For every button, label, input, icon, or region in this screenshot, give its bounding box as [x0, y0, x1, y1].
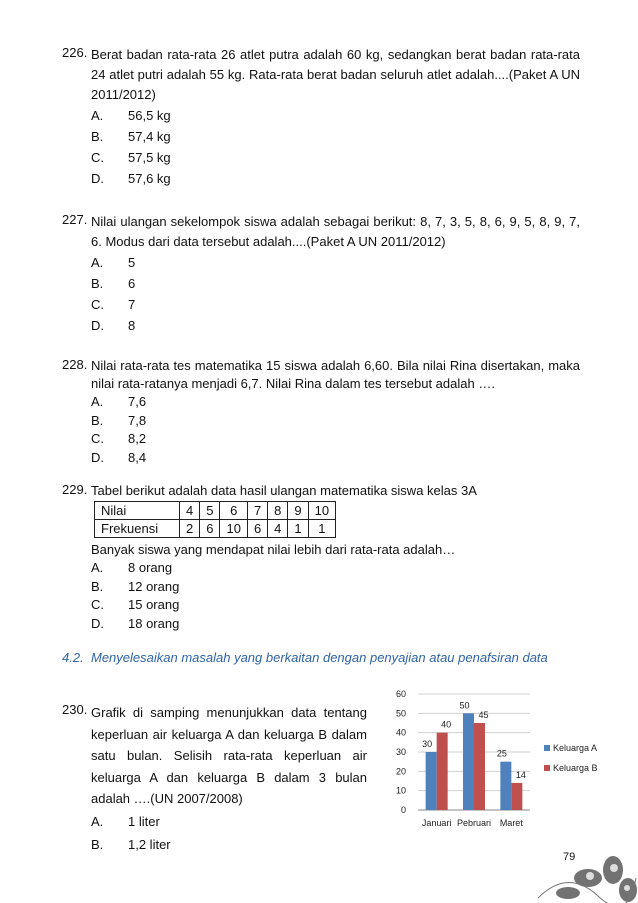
- question-228: [62, 357, 580, 467]
- option-a: [91, 559, 580, 578]
- decorative-corner-image: [528, 848, 638, 903]
- y-tick-label: 10: [395, 785, 406, 796]
- table-row: [95, 502, 336, 520]
- option-text: 8,2: [128, 431, 147, 446]
- page-number: 79: [563, 851, 576, 863]
- question-number: 228.: [62, 357, 88, 372]
- option-text: 15 orang: [128, 597, 180, 612]
- section-number: 4.2.: [62, 650, 84, 665]
- options-list: [91, 559, 580, 633]
- table-cell: 10: [308, 502, 335, 520]
- option-d: [91, 615, 580, 634]
- option-letter: D.: [91, 615, 104, 631]
- table-cell: 9: [288, 502, 308, 520]
- section-title: Menyelesaikan masalah yang berkaitan dengan penyajian atau penafsiran data: [91, 650, 548, 665]
- option-letter: A.: [91, 255, 104, 270]
- water-usage-chart: [388, 686, 623, 836]
- x-tick-label: Pebruari: [456, 818, 492, 828]
- section-heading: [62, 648, 580, 668]
- data-label: 45: [478, 710, 489, 720]
- option-text: 7,8: [128, 412, 147, 428]
- table-cell: 6: [220, 502, 247, 520]
- table-cell: 2: [180, 520, 200, 538]
- table-cell: 6: [200, 520, 220, 538]
- question-number: 227.: [62, 212, 88, 227]
- option-a: [91, 252, 580, 273]
- option-letter: C.: [91, 150, 104, 165]
- y-tick-label: 30: [395, 747, 406, 757]
- option-b: [91, 126, 580, 147]
- question-number: 230.: [62, 702, 88, 717]
- question-text: Tabel berikut adalah data hasil ulangan matematika siswa kelas 3A: [91, 483, 477, 498]
- option-letter: B.: [91, 129, 104, 144]
- option-text: 1 liter: [128, 813, 160, 829]
- legend-label: Keluarga B: [553, 763, 598, 773]
- option-letter: A.: [91, 108, 104, 123]
- option-c: [91, 596, 580, 615]
- bar: [474, 723, 485, 810]
- table-row: [95, 520, 336, 538]
- bar: [500, 762, 511, 810]
- option-letter: B.: [91, 578, 104, 594]
- options-list: [91, 810, 367, 856]
- table-cell: 8: [268, 502, 288, 520]
- option-text: 18 orang: [128, 615, 180, 631]
- question-230: [62, 702, 367, 856]
- option-text: 7,6: [128, 394, 147, 409]
- question-229: [62, 482, 580, 633]
- bar: [437, 733, 448, 810]
- table-cell: 7: [247, 502, 267, 520]
- option-b: [91, 578, 580, 597]
- y-tick-label: 0: [400, 805, 406, 815]
- table-cell: 1: [308, 520, 335, 538]
- table-cell: Frekuensi: [95, 520, 180, 538]
- option-letter: C.: [91, 431, 104, 446]
- option-a: [91, 393, 580, 412]
- question-text: Grafik di samping menunjukkan data tentang keperluan air keluarga A dan keluarga B dalam satu bulan. Selisih rata-rata keperluan air keluarga A dan keluarga B dalam 3 bulan adalah ….(UN 2007/2008): [91, 705, 367, 806]
- option-letter: D.: [91, 171, 104, 186]
- options-list: [91, 393, 580, 467]
- data-label: 50: [459, 700, 470, 711]
- frequency-table: [94, 501, 336, 538]
- option-text: 12 orang: [128, 578, 180, 594]
- x-tick-label: Januari: [421, 818, 452, 828]
- data-label: 40: [441, 719, 452, 730]
- bar: [511, 783, 522, 810]
- option-text: 57,4 kg: [128, 129, 171, 144]
- y-tick-label: 60: [395, 689, 406, 699]
- question-text: Nilai ulangan sekelompok siswa adalah sebagai berikut: 8, 7, 3, 5, 8, 6, 9, 5, 8, 9, 7, 6. Modus dari data tersebut adalah....(Paket A UN 2011/2012): [91, 214, 580, 249]
- option-b: [91, 412, 580, 431]
- option-letter: B.: [91, 412, 104, 428]
- question-text: Nilai rata-rata tes matematika 15 siswa adalah 6,60. Bila nilai Rina disertakan, maka nilai rata-ratanya menjadi 6,7. Nilai Rina dalam tes tersebut adalah ….: [91, 358, 580, 391]
- option-text: 57,6 kg: [128, 171, 171, 186]
- option-a: [91, 105, 580, 126]
- table-cell: 1: [288, 520, 308, 538]
- option-letter: D.: [91, 449, 104, 465]
- legend-label: Keluarga A: [553, 743, 598, 753]
- option-letter: C.: [91, 297, 104, 312]
- bar: [426, 752, 437, 810]
- question-226: [62, 45, 580, 189]
- option-c: [91, 430, 580, 449]
- option-text: 7: [128, 297, 136, 312]
- question-text: Berat badan rata-rata 26 atlet putra adalah 60 kg, sedangkan berat badan rata-rata 24 atlet putri adalah 55 kg. Rata-rata berat badan seluruh atlet adalah....(Paket A UN 2011/2012): [91, 47, 580, 102]
- table-cell: 4: [268, 520, 288, 538]
- y-tick-label: 50: [395, 708, 406, 719]
- data-label: 30: [422, 739, 433, 749]
- option-letter: C.: [91, 597, 104, 612]
- option-letter: B.: [91, 836, 104, 852]
- data-label: 14: [515, 769, 526, 780]
- data-label: 25: [496, 748, 507, 759]
- options-list: [91, 252, 580, 336]
- option-text: 8,4: [128, 449, 147, 465]
- option-letter: D.: [91, 318, 104, 333]
- option-letter: A.: [91, 813, 104, 829]
- question-number: 226.: [62, 45, 88, 60]
- option-d: [91, 168, 580, 189]
- y-tick-label: 20: [395, 766, 406, 777]
- option-text: 1,2 liter: [128, 836, 171, 852]
- option-text: 5: [128, 255, 136, 270]
- question-followup: Banyak siswa yang mendapat nilai lebih dari rata-rata adalah…: [91, 542, 456, 557]
- x-tick-label: Maret: [499, 818, 523, 828]
- option-letter: B.: [91, 276, 104, 291]
- legend-swatch: [544, 745, 550, 751]
- table-cell: 10: [220, 520, 247, 538]
- bar-chart: [388, 686, 623, 836]
- question-227: [62, 212, 580, 336]
- table-cell: 4: [180, 502, 200, 520]
- table-cell: Nilai: [95, 502, 180, 520]
- option-letter: A.: [91, 560, 104, 575]
- bar: [463, 713, 474, 810]
- y-tick-label: 40: [395, 727, 406, 738]
- question-number: 229.: [62, 482, 88, 497]
- option-a: [91, 810, 367, 833]
- option-b: [91, 273, 580, 294]
- options-list: [91, 105, 580, 189]
- option-d: [91, 315, 580, 336]
- option-c: [91, 147, 580, 168]
- option-text: 8 orang: [128, 560, 173, 575]
- option-text: 56,5 kg: [128, 108, 171, 123]
- option-text: 8: [128, 318, 136, 333]
- option-text: 6: [128, 276, 136, 291]
- legend-swatch: [544, 765, 550, 771]
- option-b: [91, 833, 367, 856]
- option-d: [91, 449, 580, 468]
- option-text: 57,5 kg: [128, 150, 171, 165]
- table-cell: 5: [200, 502, 220, 520]
- option-c: [91, 294, 580, 315]
- option-letter: A.: [91, 394, 104, 409]
- table-cell: 6: [247, 520, 267, 538]
